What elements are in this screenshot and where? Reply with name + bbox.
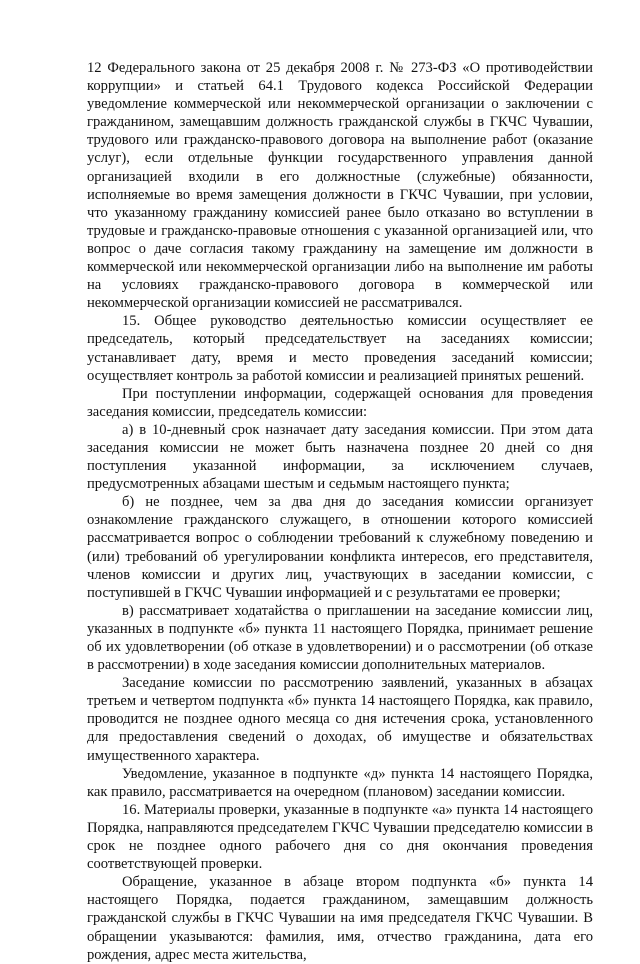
paragraph: 12 Федерального закона от 25 декабря 2008 г. № 273-ФЗ «О противодействии коррупции» и статьей 64.1 Трудового кодекса Российской Федерации уведомление коммерческой или некоммерческой организации о заключении с гражданином, замещавшим должность гражданской службы в ГКЧС Чувашии, трудового или гражданско-правового договора на выполнение работ (оказание услуг), если отдельные функции государственного управления данной организацией входили в его должностные (служебные) обязанности, исполняемые во время замещения должности в ГКЧС Чувашии, при условии, что указанному гражданину комиссией ранее было отказано во вступлении в трудовые и гражданско-правовые отношения с указанной организацией или, что вопрос о даче согласия такому гражданину на замещение им должности в коммерческой или некоммерческой организации либо на выполнение им работы на условиях гражданско-правового договора в коммерческой или некоммерческой организации комиссией не рассматривался. [87, 60, 593, 312]
paragraph: 15. Общее руководство деятельностью комиссии осуществляет ее председатель, который председательствует на заседаниях комиссии; устанавливает дату, время и место проведения заседаний комиссии; осуществляет контроль за работой комиссии и реализацией принятых решений. [87, 313, 593, 384]
paragraph: в) рассматривает ходатайства о приглашении на заседание комиссии лиц, указанных в подпункте «б» пункта 11 настоящего Порядка, принимает решение об их удовлетворении (об отказе в удовлетворении) и о рассмотрении (об отказе в рассмотрении) в ходе заседания комиссии дополнительных материалов. [87, 602, 593, 674]
paragraph: При поступлении информации, содержащей основания для проведения заседания комиссии, председатель комиссии: [87, 385, 593, 420]
paragraph: Обращение, указанное в абзаце втором подпункта «б» пункта 14 настоящего Порядка, подается гражданином, замещавшим должность гражданской службы в ГКЧС Чувашии на имя председателя ГКЧС Чувашии. В обращении указываются: фамилия, имя, отчество гражданина, дата его рождения, адрес места жительства, [87, 874, 593, 963]
paragraph: а) в 10-дневный срок назначает дату заседания комиссии. При этом дата заседания комиссии не может быть назначена позднее 20 дней со дня поступления указанной информации, за исключением случаев, предусмотренных абзацами шестым и седьмым настоящего пункта; [87, 421, 593, 493]
paragraph: Уведомление, указанное в подпункте «д» пункта 14 настоящего Порядка, как правило, рассматривается на очередном (плановом) заседании комиссии. [87, 765, 593, 800]
paragraph: Заседание комиссии по рассмотрению заявлений, указанных в абзацах третьем и четвертом подпункта «б» пункта 14 настоящего Порядка, как правило, проводится не позднее одного месяца со дня истечения срока, установленного для предоставления сведений о доходах, об имуществе и обязательствах имущественного характера. [87, 675, 593, 764]
paragraph: б) не позднее, чем за два дня до заседания комиссии организует ознакомление гражданского служащего, в отношении которого комиссией рассматривается вопрос о соблюдении требований к служебному поведению и (или) требований об урегулировании конфликта интересов, его представителя, членов комиссии и других лиц, участвующих в заседании комиссии, с поступившей в ГКЧС Чувашии информацией и с результатами ее проверки; [87, 494, 593, 601]
paragraph: 16. Материалы проверки, указанные в подпункте «а» пункта 14 настоящего Порядка, направляются председателем ГКЧС Чувашии председателю комиссии в срок не позднее одного рабочего дня со дня окончания проведения соответствующей проверки. [87, 801, 593, 873]
